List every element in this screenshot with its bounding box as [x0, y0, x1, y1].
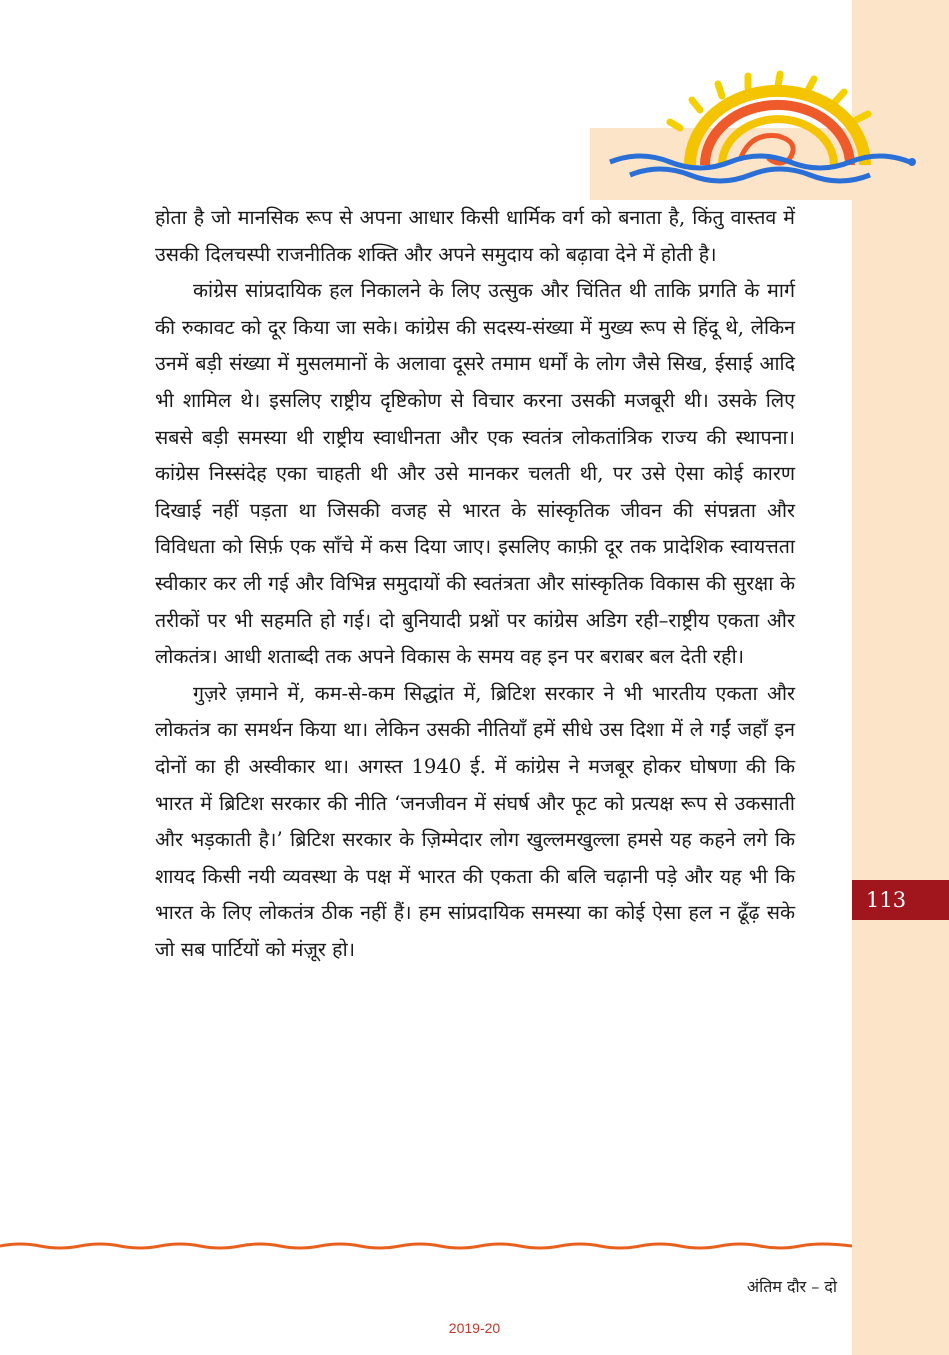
side-margin-band — [852, 0, 949, 1355]
page-number: 113 — [866, 888, 907, 912]
page-number-tab — [852, 880, 949, 920]
sun-waves-illustration — [600, 70, 930, 200]
paragraph-2: कांग्रेस सांप्रदायिक हल निकालने के लिए उत्सुक और चिंतित थी ताकि प्रगति के मार्ग की रुकावट को दूर किया जा सके। कांग्रेस की सदस्य-संख्या में मुख्य रूप से हिंदू थे, लेकिन उनमें बड़ी संख्या में मुसलमानों के अलावा दूसरे तमाम धर्मों के लोग जैसे सिख, ईसाई आदि भी शामिल थे। इसलिए राष्ट्रीय दृष्टिकोण से विचार करना उसकी मजबूरी थी। उसके लिए सबसे बड़ी समस्या थी राष्ट्रीय स्वाधीनता और एक स्वतंत्र लोकतांत्रिक राज्य की स्थापना। कांग्रेस निस्संदेह एका चाहती थी और उसे मानकर चलती थी, पर उसे ऐसा कोई कारण दिखाई नहीं पड़ता था जिसकी वजह से भारत के सांस्कृतिक जीवन की संपन्नता और विविधता को सिर्फ़ एक साँचे में कस दिया जाए। इसलिए काफ़ी दूर तक प्रादेशिक स्वायत्तता स्वीकार कर ली गई और विभिन्न समुदायों की स्वतंत्रता और सांस्कृतिक विकास की सुरक्षा के तरीकों पर भी सहमति हो गई। दो बुनियादी प्रश्नों पर कांग्रेस अडिग रही–राष्ट्रीय एकता और लोकतंत्र। आधी शताब्दी तक अपने विकास के समय वह इन पर बराबर बल देती रही। — [155, 279, 795, 669]
edition-year: 2019-20 — [448, 1320, 501, 1336]
footer-rule — [0, 1240, 852, 1252]
paragraph-1: होता है जो मानसिक रूप से अपना आधार किसी धार्मिक वर्ग को बनाता है, किंतु वास्तव में उसकी दिलचस्पी राजनीतिक शक्ति और अपने समुदाय को बढ़ावा देने में होती है। — [155, 206, 795, 266]
paragraph-3: गुज़रे ज़माने में, कम-से-कम सिद्धांत में, ब्रिटिश सरकार ने भी भारतीय एकता और लोकतंत्र का समर्थन किया था। लेकिन उसकी नीतियाँ हमें सीधे उस दिशा में ले गईं जहाँ इन दोनों का ही अस्वीकार था। अगस्त 1940 ई. में कांग्रेस ने मजबूर होकर घोषणा की कि भारत में ब्रिटिश सरकार की नीति ‘जनजीवन में संघर्ष और फूट को प्रत्यक्ष रूप से उकसाती और भड़काती है।’ ब्रिटिश सरकार के ज़िम्मेदार लोग खुल्लमखुल्ला हमसे यह कहने लगे कि शायद किसी नयी व्यवस्था के पक्ष में भारत की एकता की बलि चढ़ानी पड़े और यह भी कि भारत के लिए लोकतंत्र ठीक नहीं हैं। हम सांप्रदायिक समस्या का कोई ऐसा हल न ढूँढ़ सके जो सब पार्टियों को मंज़ूर हो। — [155, 681, 795, 961]
chapter-title-footer: अंतिम दौर – दो — [746, 1277, 837, 1296]
body-text — [155, 200, 795, 968]
